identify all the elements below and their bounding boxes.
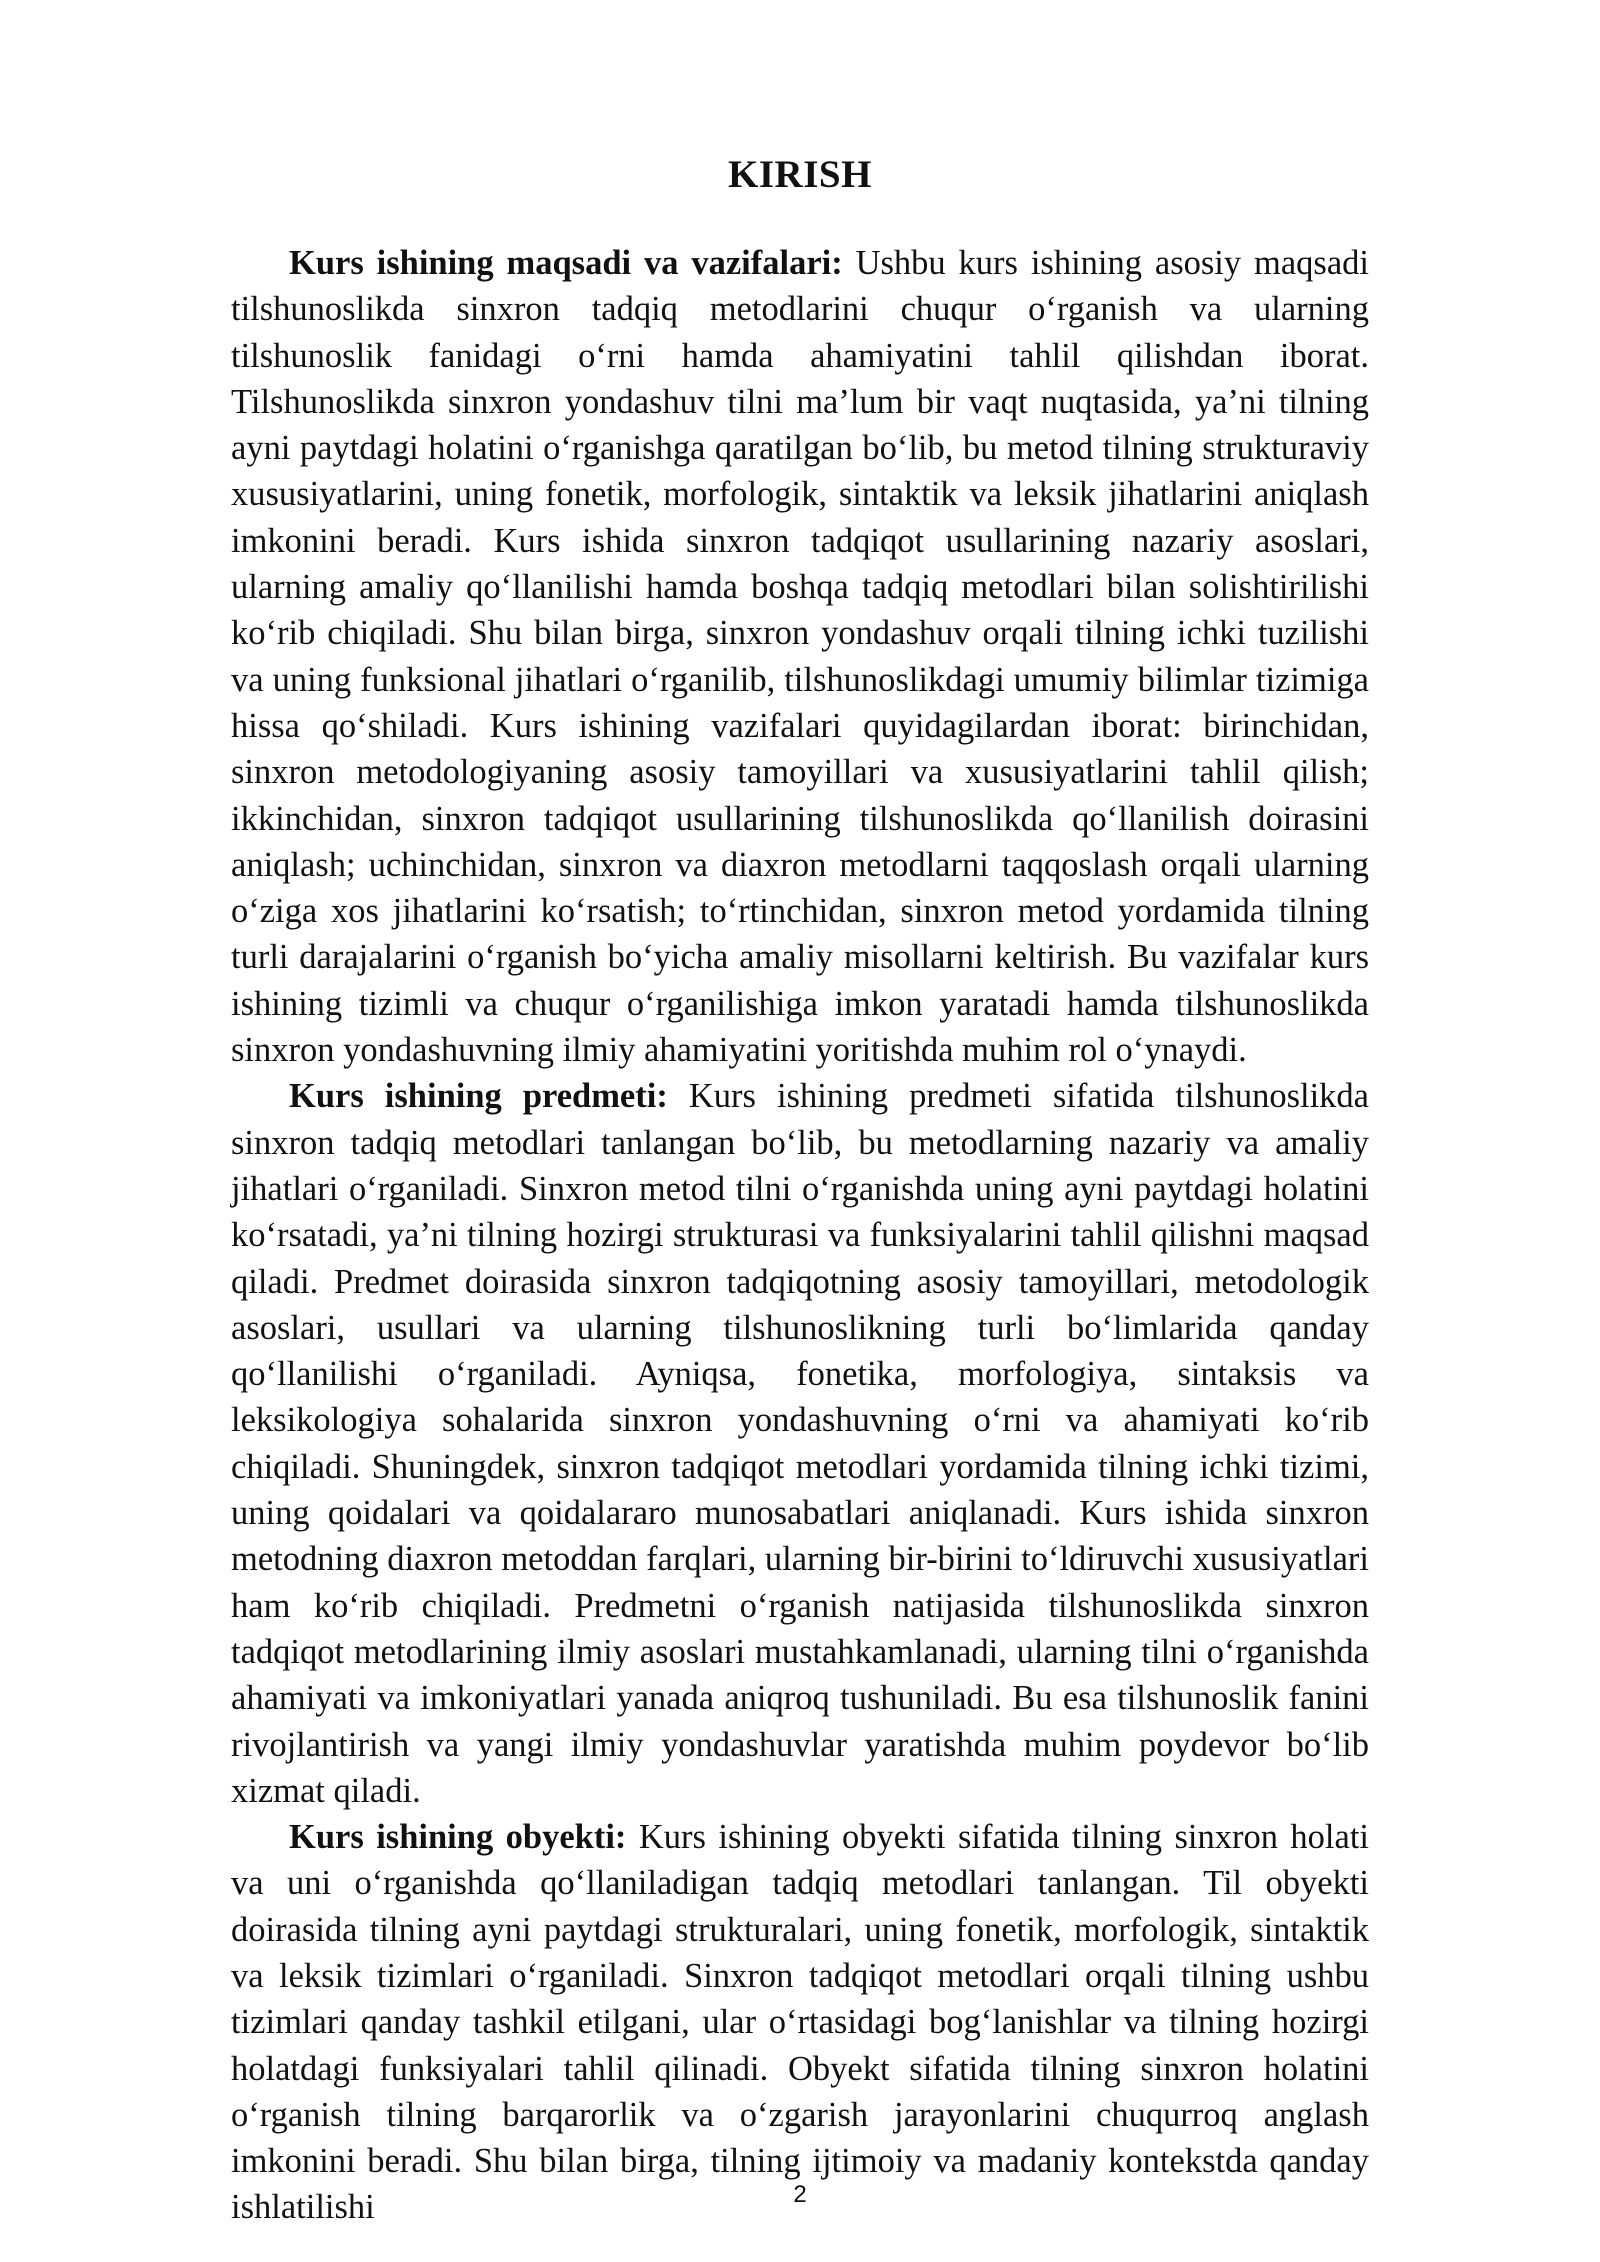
page-number: 2 bbox=[793, 2181, 807, 2208]
paragraph-text: Kurs ishining predmeti sifatida tilshunoslikda sinxron tadqiq metodlari tanlangan bo‘lib, bu metodlarning nazariy va amaliy jihatlari o‘rganiladi. Sinxron metod tilni o‘rganishda uning ayni paytdagi holatini ko‘rsatadi, ya’ni tilning hozirgi strukturasi va funksiyalarini tahlil qilishni maqsad qiladi. Predmet doirasida sinxron tadqiqotning asosiy tamoyillari, metodologik asoslari, usullari va ularning tilshunoslikning turli bo‘limlarida qanday qo‘llanilishi o‘rganiladi. Ayniqsa, fonetika, morfologiya, sintaksis va leksikologiya sohalarida sinxron yondashuvning o‘rni va ahamiyati ko‘rib chiqiladi. Shuningdek, sinxron tadqiqot metodlari yordamida tilning ichki tizimi, uning qoidalari va qoidalararo munosabatlari aniqlanadi. Kurs ishida sinxron metodning diaxron metoddan farqlari, ularning bir-birini to‘ldiruvchi xususiyatlari ham ko‘rib chiqiladi. Predmetni o‘rganish natijasida tilshunoslikda sinxron tadqiqot metodlarining ilmiy asoslari mustahkamlanadi, ularning tilni o‘rganishda ahamiyati va imkoniyatlari yanada aniqroq tushuniladi. Bu esa tilshunoslik fanini rivojlantirish va yangi ilmiy yondashuvlar yaratishda muhim poydevor bo‘lib xizmat qiladi. bbox=[231, 1077, 1369, 1810]
paragraph-text: Kurs ishining obyekti sifatida tilning sinxron holati va uni o‘rganishda qo‘llaniladigan tadqiq metodlari tanlangan. Til obyekti doirasida tilning ayni paytdagi strukturalari, uning fonetik, morfologik, sintaktik va leksik tizimlari o‘rganiladi. Sinxron tadqiqot metodlari orqali tilning ushbu tizimlari qanday tashkil etilgani, ular o‘rtasidagi bog‘lanishlar va tilning hozirgi holatdagi funksiyalari tahlil qilinadi. Obyekt sifatida tilning sinxron holatini o‘rganish tilning barqarorlik va o‘zgarish jarayonlarini chuqurroq anglash imkonini beradi. Shu bilan birga, tilning ijtimoiy va madaniy kontekstda qanday ishlatilishi bbox=[231, 1818, 1369, 2227]
body-text bbox=[231, 240, 1369, 2231]
paragraph-lead: Kurs ishining maqsadi va vazifalari: bbox=[289, 244, 843, 282]
paragraph-object bbox=[231, 1814, 1369, 2231]
paragraph-lead: Kurs ishining predmeti: bbox=[289, 1077, 668, 1116]
page-title: KIRISH bbox=[728, 153, 872, 196]
paragraph-subject bbox=[231, 1073, 1369, 1814]
paragraph-goals bbox=[231, 240, 1369, 1073]
paragraph-lead: Kurs ishining obyekti: bbox=[289, 1818, 627, 1857]
paragraph-text: Ushbu kurs ishining asosiy maqsadi tilshunoslikda sinxron tadqiq metodlarini chuqur o‘rganish va ularning tilshunoslik fanidagi o‘rni hamda ahamiyatini tahlil qilishdan iborat. Tilshunoslikda sinxron yondashuv tilni ma’lum bir vaqt nuqtasida, ya’ni tilning ayni paytdagi holatini o‘rganishga qaratilgan bo‘lib, bu metod tilning strukturaviy xususiyatlarini, uning fonetik, morfologik, sintaktik va leksik jihatlarini aniqlash imkonini beradi. Kurs ishida sinxron tadqiqot usullarining nazariy asoslari, ularning amaliy qo‘llanilishi hamda boshqa tadqiq metodlari bilan solishtirilishi ko‘rib chiqiladi. Shu bilan birga, sinxron yondashuv orqali tilning ichki tuzilishi va uning funksional jihatlari o‘rganilib, tilshunoslikdagi umumiy bilimlar tizimiga hissa qo‘shiladi. Kurs ishining vazifalari quyidagilardan iborat: birinchidan, sinxron metodologiyaning asosiy tamoyillari va xususiyatlarini tahlil qilish; ikkinchidan, sinxron tadqiqot usullarining tilshunoslikda qo‘llanilish doirasini aniqlash; uchinchidan, sinxron va diaxron metodlarni taqqoslash orqali ularning o‘ziga xos jihatlarini ko‘rsatish; to‘rtinchidan, sinxron metod yordamida tilning turli darajalarini o‘rganish bo‘yicha amaliy misollarni keltirish. Bu vazifalar kurs ishining tizimli va chuqur o‘rganilishiga imkon yaratadi hamda tilshunoslikda sinxron yondashuvning ilmiy ahamiyatini yoritishda muhim rol o‘ynaydi. bbox=[231, 244, 1369, 1070]
